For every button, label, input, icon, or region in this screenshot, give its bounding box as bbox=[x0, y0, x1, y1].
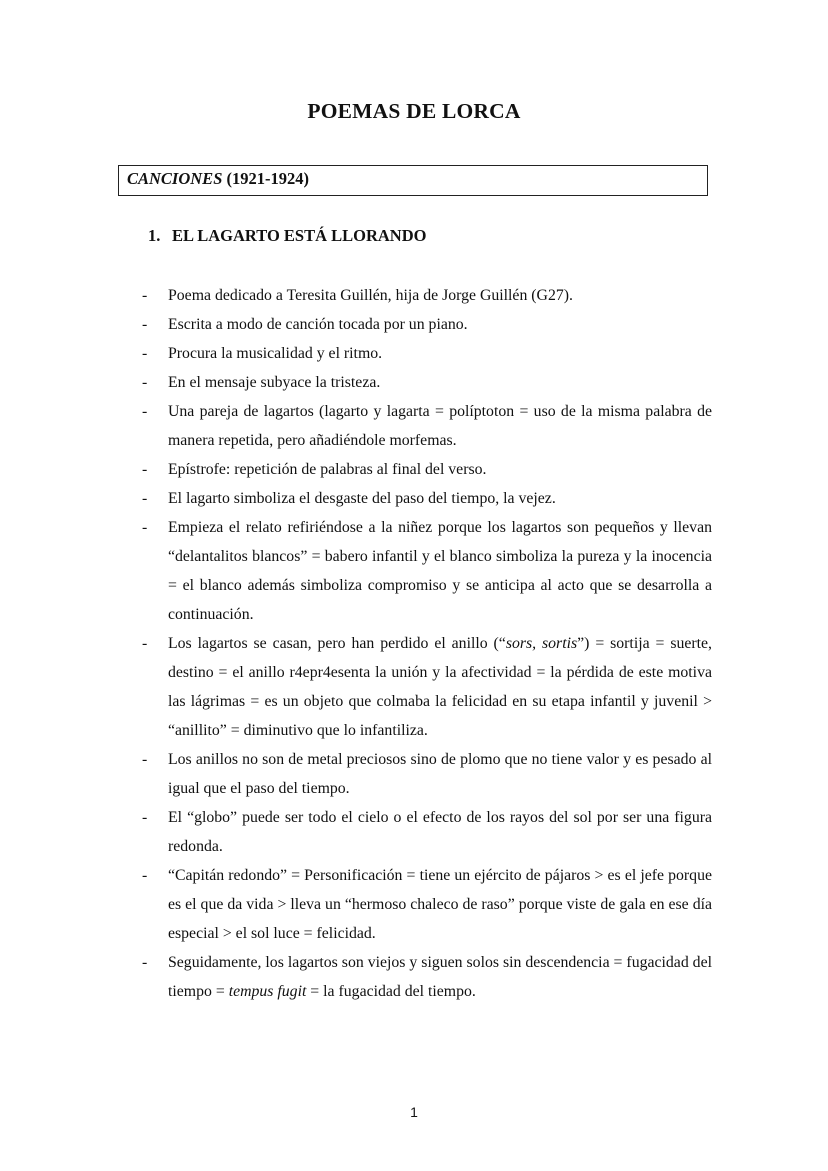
poem-heading-text: EL LAGARTO ESTÁ LLORANDO bbox=[172, 226, 427, 245]
list-item: - “Capitán redondo” = Personificación = tiene un ejército de pájaros > es el jefe porque es el que da vida > lleva un “hermoso chaleco de raso” porque viste de gala en ese día especial > el sol luce = felicidad. bbox=[142, 861, 712, 948]
list-item: - Empieza el relato refiriéndose a la niñez porque los lagartos son pequeños y llevan “delantalitos blancos” = babero infantil y el blanco simboliza la pureza y la inocencia = el blanco además simboliza compromiso y se anticipa al acto que se desarrolla a continuación. bbox=[142, 513, 712, 629]
list-item: - Epístrofe: repetición de palabras al final del verso. bbox=[142, 455, 712, 484]
section-header-box bbox=[118, 165, 708, 196]
dash-bullet: - bbox=[142, 867, 148, 884]
poem-heading-number: 1. bbox=[148, 226, 161, 245]
dash-bullet: - bbox=[142, 287, 148, 304]
dash-bullet: - bbox=[142, 954, 148, 971]
list-item: - Seguidamente, los lagartos son viejos y siguen solos sin descendencia = fugacidad del tiempo = tempus fugit = la fugacidad del tiempo. bbox=[142, 948, 712, 1006]
list-item: - Procura la musicalidad y el ritmo. bbox=[142, 339, 712, 368]
dash-bullet: - bbox=[142, 316, 148, 333]
dash-bullet: - bbox=[142, 519, 148, 536]
dash-bullet: - bbox=[142, 635, 148, 652]
list-item: - Los anillos no son de metal preciosos sino de plomo que no tiene valor y es pesado al igual que el paso del tiempo. bbox=[142, 745, 712, 803]
list-item: - El “globo” puede ser todo el cielo o el efecto de los rayos del sol por ser una figura redonda. bbox=[142, 803, 712, 861]
dash-bullet: - bbox=[142, 809, 148, 826]
analysis-list bbox=[142, 281, 712, 1006]
list-item: - El lagarto simboliza el desgaste del paso del tiempo, la vejez. bbox=[142, 484, 712, 513]
list-item: - Una pareja de lagartos (lagarto y lagarta = políptoton = uso de la misma palabra de manera repetida, pero añadiéndole morfemas. bbox=[142, 397, 712, 455]
page-title: POEMAS DE LORCA bbox=[307, 99, 521, 123]
list-item: - Escrita a modo de canción tocada por un piano. bbox=[142, 310, 712, 339]
section-title-dates: (1921-1924) bbox=[222, 169, 309, 188]
list-item: - En el mensaje subyace la tristeza. bbox=[142, 368, 712, 397]
dash-bullet: - bbox=[142, 403, 148, 420]
dash-bullet: - bbox=[142, 751, 148, 768]
page-number: 1 bbox=[410, 1104, 418, 1120]
dash-bullet: - bbox=[142, 490, 148, 507]
section-title-italic: CANCIONES bbox=[127, 169, 223, 188]
list-item: - Los lagartos se casan, pero han perdido el anillo (“sors, sortis”) = sortija = suerte, destino = el anillo r4epr4esenta la unión y la afectividad = la pérdida de este motiva las lágrimas = es un objeto que colmaba la felicidad en su etapa infantil y juvenil > “anillito” = diminutivo que lo infantiliza. bbox=[142, 629, 712, 745]
poem-heading bbox=[148, 226, 426, 246]
dash-bullet: - bbox=[142, 374, 148, 391]
dash-bullet: - bbox=[142, 461, 148, 478]
list-item: - Poema dedicado a Teresita Guillén, hija de Jorge Guillén (G27). bbox=[142, 281, 712, 310]
dash-bullet: - bbox=[142, 345, 148, 362]
